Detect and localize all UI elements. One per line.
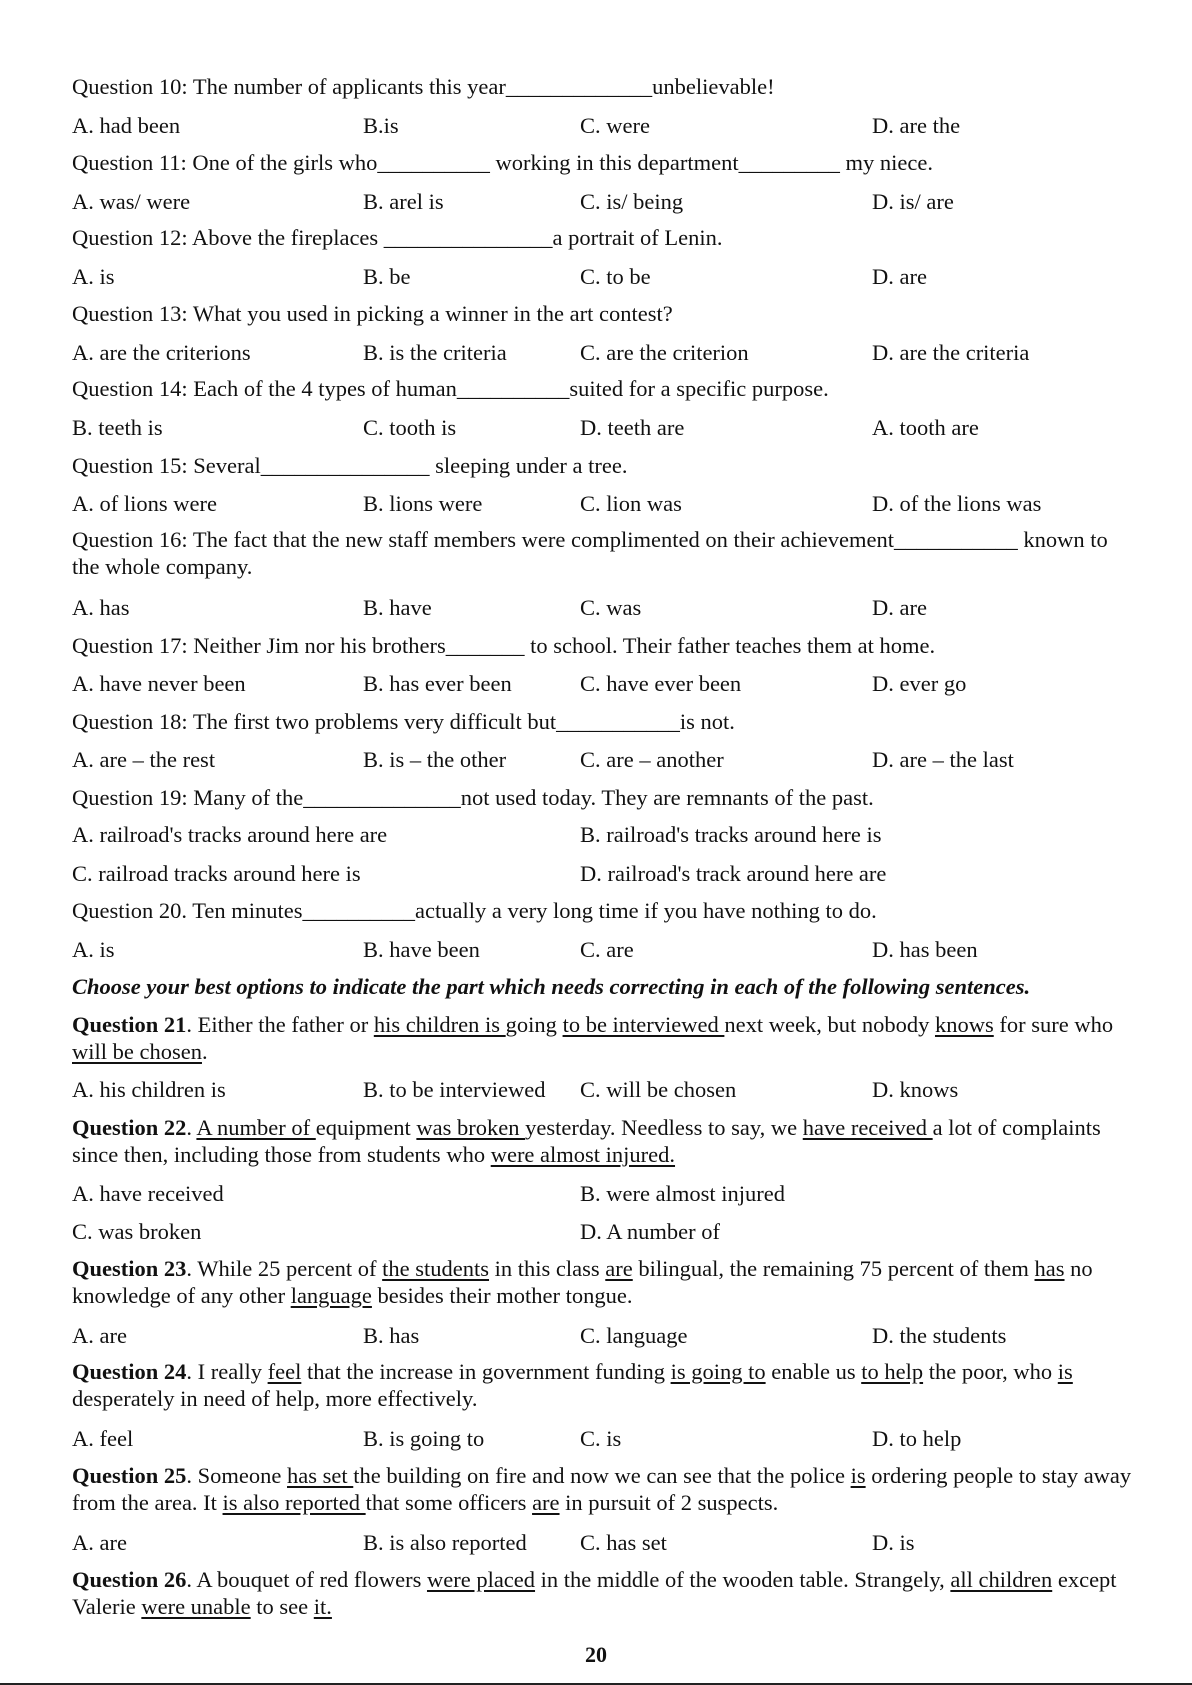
q17-option-c: C. have ever been	[580, 671, 742, 696]
q19-option-a: A. railroad's tracks around here are	[72, 822, 388, 847]
q13-option-d: D. are the criteria	[872, 340, 1030, 365]
q12-option-d: D. are	[872, 264, 927, 289]
question-13-stem: Question 13: What you used in picking a winner in the art contest?	[72, 301, 673, 326]
q11-option-a: A. was/ were	[72, 189, 191, 214]
q13-option-a: A. are the criterions	[72, 340, 251, 365]
question-17-stem: Question 17: Neither Jim nor his brothers_______ to school. Their father teaches them at home.	[72, 633, 936, 658]
q24-option-a: A. feel	[72, 1426, 134, 1451]
question-16-stem: Question 16: The fact that the new staff members were complimented on their achievement___________ known to the whole company.	[72, 527, 1108, 579]
q22-option-c: C. was broken	[72, 1219, 202, 1244]
q23-option-c: C. language	[580, 1323, 688, 1348]
q11-option-c: C. is/ being	[580, 189, 684, 214]
q20-option-b: B. have been	[363, 937, 480, 962]
q25-option-a: A. are	[72, 1530, 127, 1555]
q18-option-c: C. are – another	[580, 747, 724, 772]
question-26-stem: Question 26. A bouquet of red flowers were placed in the middle of the wooden table. Strangely, all children except Valerie were unable to see it.	[72, 1567, 1117, 1619]
q14-option-a: A. tooth are	[872, 415, 979, 440]
q12-option-a: A. is	[72, 264, 115, 289]
q10-option-c: C. were	[580, 113, 650, 138]
q20-option-a: A. is	[72, 937, 115, 962]
q16-option-b: B. have	[363, 595, 432, 620]
q24-option-d: D. to help	[872, 1426, 962, 1451]
q25-option-d: D. is	[872, 1530, 915, 1555]
question-22-stem: Question 22. A number of equipment was broken yesterday. Needless to say, we have received a lot of complaints since then, including those from students who were almost injured.	[72, 1115, 1101, 1167]
q19-option-b: B. railroad's tracks around here is	[580, 822, 882, 847]
q10-option-d: D. are the	[872, 113, 961, 138]
q21-option-c: C. will be chosen	[580, 1077, 737, 1102]
q17-option-b: B. has ever been	[363, 671, 512, 696]
q18-option-b: B. is – the other	[363, 747, 507, 772]
q21-option-a: A. his children is	[72, 1077, 226, 1102]
question-25-stem: Question 25. Someone has set the building on fire and now we can see that the police is ordering people to stay away from the area. It is also reported that some officers are in pursuit of 2 suspects.	[72, 1463, 1132, 1515]
section-heading: Choose your best options to indicate the part which needs correcting in each of the following sentences.	[72, 974, 1031, 999]
q15-option-d: D. of the lions was	[872, 491, 1042, 516]
q18-option-a: A. are – the rest	[72, 747, 216, 772]
q17-option-d: D. ever go	[872, 671, 967, 696]
q11-option-d: D. is/ are	[872, 189, 954, 214]
q16-option-a: A. has	[72, 595, 130, 620]
question-10-stem: Question 10: The number of applicants this year_____________unbelievable!	[72, 74, 775, 99]
q24-option-c: C. is	[580, 1426, 622, 1451]
q12-option-c: C. to be	[580, 264, 651, 289]
q11-option-b: B. arel is	[363, 189, 444, 214]
q14-option-b: B. teeth is	[72, 415, 163, 440]
q14-option-d: D. teeth are	[580, 415, 685, 440]
page-number: 20	[585, 1642, 607, 1667]
question-19-stem: Question 19: Many of the______________not used today. They are remnants of the past.	[72, 785, 874, 810]
q21-option-b: B. to be interviewed	[363, 1077, 546, 1102]
q22-option-d: D. A number of	[580, 1219, 720, 1244]
q19-option-d: D. railroad's track around here are	[580, 861, 887, 886]
q15-option-c: C. lion was	[580, 491, 682, 516]
question-14-stem: Question 14: Each of the 4 types of human__________suited for a specific purpose.	[72, 376, 829, 401]
q25-option-c: C. has set	[580, 1530, 667, 1555]
question-23-stem: Question 23. While 25 percent of the students in this class are bilingual, the remaining 75 percent of them has no knowledge of any other language besides their mother tongue.	[72, 1256, 1093, 1308]
q14-option-c: C. tooth is	[363, 415, 457, 440]
q16-option-d: D. are	[872, 595, 927, 620]
q21-option-d: D. knows	[872, 1077, 959, 1102]
q19-option-c: C. railroad tracks around here is	[72, 861, 361, 886]
question-24-stem: Question 24. I really feel that the increase in government funding is going to enable us to help the poor, who is desperately in need of help, more effectively.	[72, 1359, 1073, 1411]
q25-option-b: B. is also reported	[363, 1530, 527, 1555]
question-11-stem: Question 11: One of the girls who__________ working in this department_________ my niece.	[72, 150, 933, 175]
q10-option-a: A. had been	[72, 113, 181, 138]
q15-option-b: B. lions were	[363, 491, 483, 516]
q24-option-b: B. is going to	[363, 1426, 485, 1451]
q23-option-a: A. are	[72, 1323, 127, 1348]
q22-option-a: A. have received	[72, 1181, 224, 1206]
question-21-stem: Question 21. Either the father or his children is going to be interviewed next week, but nobody knows for sure who will be chosen.	[72, 1012, 1114, 1064]
question-20-stem: Question 20. Ten minutes__________actually a very long time if you have nothing to do.	[72, 898, 877, 923]
q23-option-d: D. the students	[872, 1323, 1007, 1348]
q15-option-a: A. of lions were	[72, 491, 217, 516]
q20-option-c: C. are	[580, 937, 634, 962]
q13-option-b: B. is the criteria	[363, 340, 507, 365]
q10-option-b: B.is	[363, 113, 399, 138]
question-12-stem: Question 12: Above the fireplaces _______________a portrait of Lenin.	[72, 225, 723, 250]
q23-option-b: B. has	[363, 1323, 420, 1348]
q12-option-b: B. be	[363, 264, 411, 289]
q17-option-a: A. have never been	[72, 671, 246, 696]
q20-option-d: D. has been	[872, 937, 978, 962]
q16-option-c: C. was	[580, 595, 642, 620]
q13-option-c: C. are the criterion	[580, 340, 749, 365]
question-18-stem: Question 18: The first two problems very difficult but___________is not.	[72, 709, 735, 734]
q18-option-d: D. are – the last	[872, 747, 1014, 772]
question-15-stem: Question 15: Several_______________ sleeping under a tree.	[72, 453, 628, 478]
q22-option-b: B. were almost injured	[580, 1181, 785, 1206]
